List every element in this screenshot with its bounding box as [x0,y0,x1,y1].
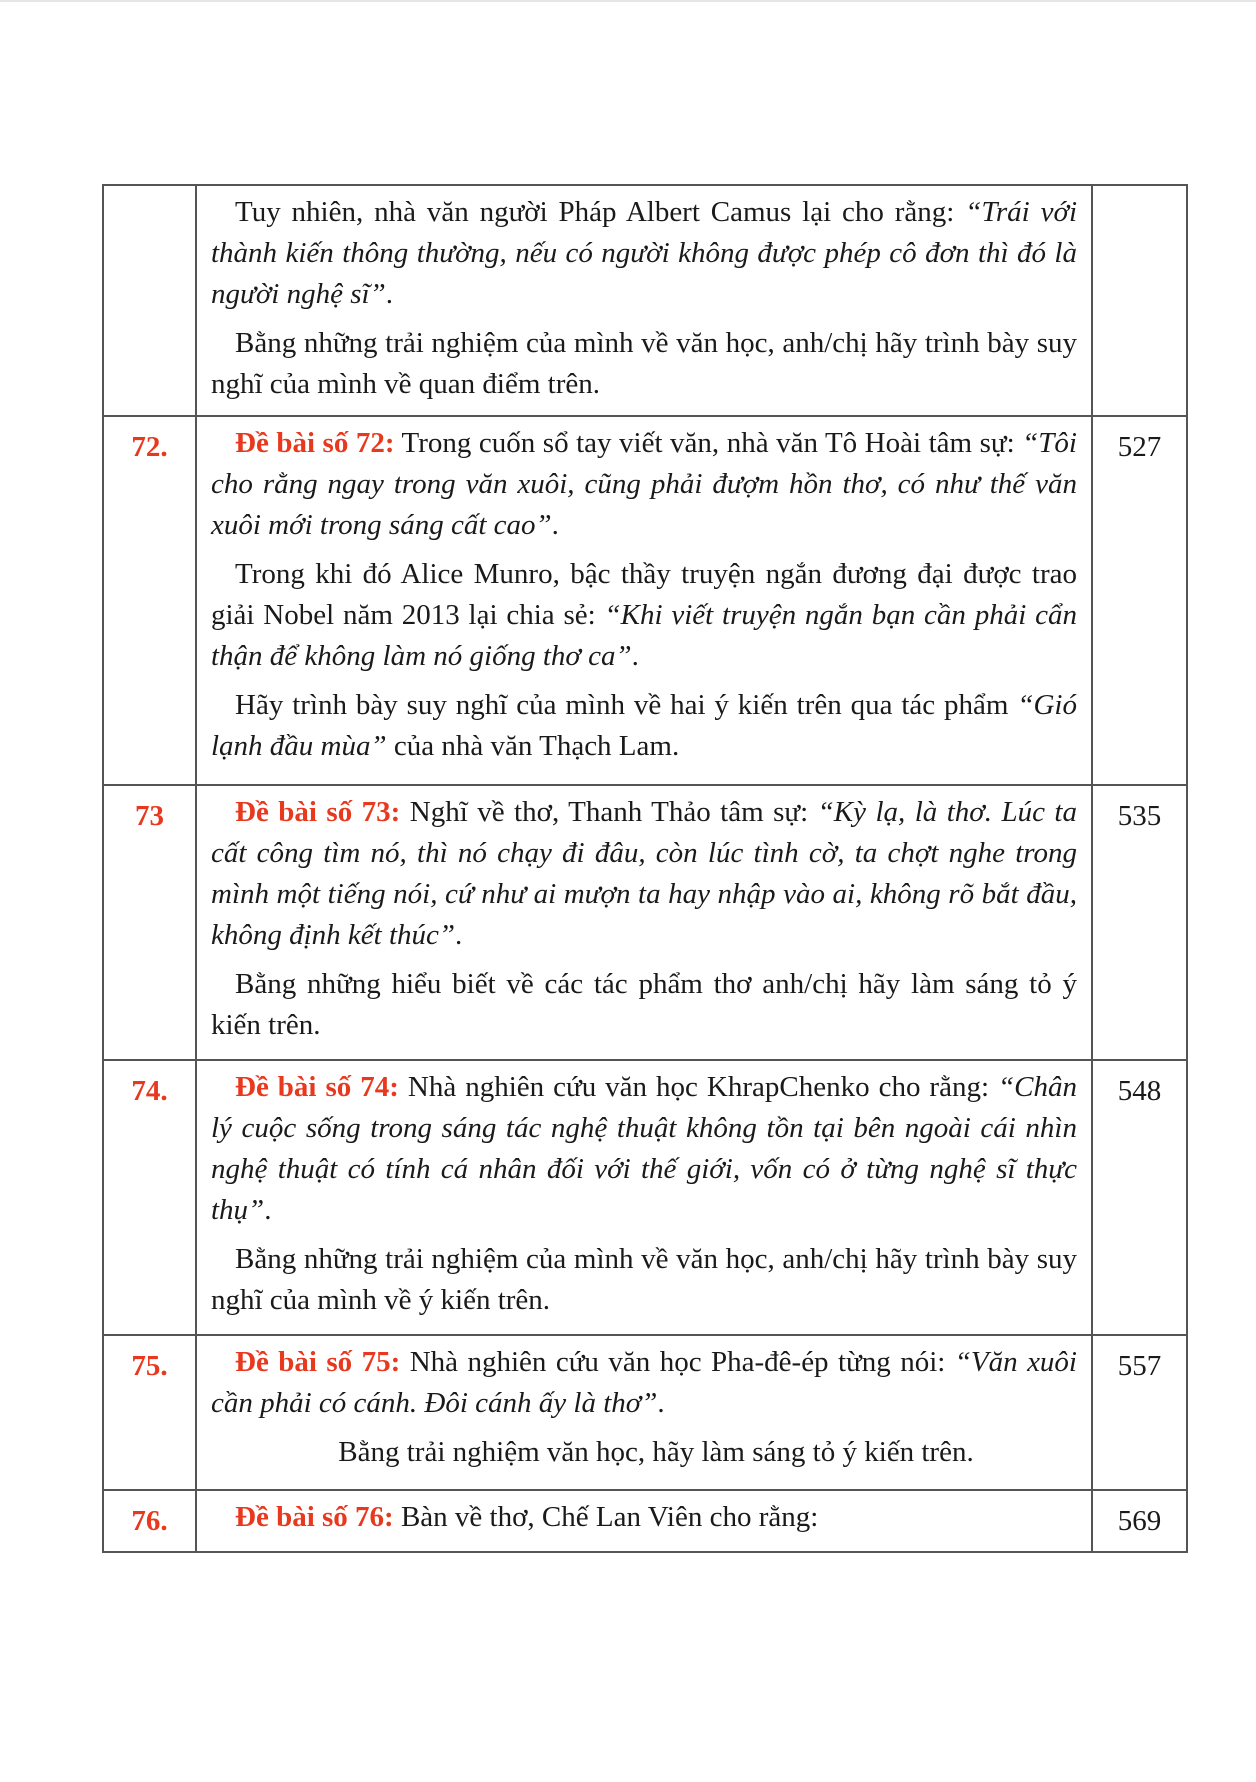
topic-label: Đề bài số 75: [235,1346,401,1378]
table-body [103,185,1187,1552]
topic-text: Bằng những trải nghiệm của mình về văn học, anh/chị hãy trình bày suy nghĩ của mình về quan điểm trên. [211,327,1077,400]
topic-text: Nhà nghiên cứu văn học KhrapChenko cho rằng: [398,1071,998,1103]
page-number: 557 [1092,1335,1187,1490]
topic-label: Đề bài số 74: [235,1071,399,1103]
topic-text: Bàn về thơ, Chế Lan Viên cho rằng: [393,1501,819,1533]
table-row [103,185,1187,416]
topic-paragraph [211,1239,1077,1321]
topic-paragraph [211,792,1077,956]
topic-text-end: . [264,1194,272,1226]
topic-text: Hãy trình bày suy nghĩ của mình về hai ý kiến trên qua tác phẩm [235,689,1018,721]
table-row [103,416,1187,785]
page-top-edge [0,0,1256,2]
topic-text: Tuy nhiên, nhà văn người Pháp Albert Camus lại cho rằng: [235,196,966,228]
topic-text: Nghĩ về thơ, Thanh Thảo tâm sự: [400,796,818,828]
topic-content [196,185,1092,416]
table-row [103,1490,1187,1552]
page-number: 569 [1092,1490,1187,1552]
topic-text: Trong cuốn sổ tay viết văn, nhà văn Tô Hoài tâm sự: [394,427,1023,459]
topic-number: 76. [103,1490,196,1552]
topic-quote: “Gió lạnh đầu mùa” [211,689,1077,762]
topic-paragraph [211,685,1077,767]
topic-number: 74. [103,1060,196,1335]
topic-quote: “Chân lý cuộc sống trong sáng tác nghệ thuật không tồn tại bên ngoài cái nhìn nghệ thuật có tính cá nhân đối với thế giới, vốn có ở từng nghệ sĩ thực thụ” [211,1071,1077,1226]
topic-text-end: . [631,640,639,672]
topic-content [196,1335,1092,1490]
topic-paragraph [211,1067,1077,1231]
page-number: 548 [1092,1060,1187,1335]
topic-number: 75. [103,1335,196,1490]
page-number: 527 [1092,416,1187,785]
topic-label: Đề bài số 73: [235,796,401,828]
topic-number [103,185,196,416]
topic-number: 72. [103,416,196,785]
topic-quote: “Trái với thành kiến thông thường, nếu có người không được phép cô đơn thì đó là người nghệ sĩ” [211,196,1078,310]
topic-paragraph [211,554,1077,677]
topic-quote: “Tôi cho rằng ngay trong văn xuôi, cũng phải đượm hồn thơ, có như thế văn xuôi mới trong sáng cất cao” [211,427,1077,541]
topic-number: 73 [103,785,196,1060]
topic-paragraph [211,1432,1077,1473]
page-number: 535 [1092,785,1187,1060]
topic-label: Đề bài số 72: [235,427,395,459]
table-row [103,1335,1187,1490]
topic-content [196,416,1092,785]
topic-quote: “Văn xuôi cần phải có cánh. Đôi cánh ấy là thơ” [211,1346,1077,1419]
topic-paragraph [211,323,1077,405]
topic-text-end: của nhà văn Thạch Lam. [386,730,680,762]
topic-index-table [102,184,1188,1553]
topic-paragraph [211,192,1077,315]
topic-paragraph [211,1497,1077,1538]
page-number [1092,185,1187,416]
topic-text: Bằng những hiểu biết về các tác phẩm thơ anh/chị hãy làm sáng tỏ ý kiến trên. [211,968,1077,1041]
topic-paragraph [211,423,1077,546]
topic-text: Trong khi đó Alice Munro, bậc thầy truyện ngắn đương đại được trao giải Nobel năm 2013 lại chia sẻ: [211,558,1077,631]
topic-text: Bằng trải nghiệm văn học, hãy làm sáng tỏ ý kiến trên. [338,1436,974,1468]
topic-quote: “Kỳ lạ, là thơ. Lúc ta cất công tìm nó, thì nó chạy đi đâu, còn lúc tình cờ, ta chợt nghe trong mình một tiếng nói, cứ như ai mượn ta hay nhập vào ai, không rõ bắt đầu, không định kết thúc” [211,796,1077,951]
topic-paragraph [211,1342,1077,1424]
table-row [103,1060,1187,1335]
topic-content [196,1490,1092,1552]
topic-text-end: . [657,1387,665,1419]
topic-content [196,1060,1092,1335]
topic-text-end: . [455,919,463,951]
topic-paragraph [211,964,1077,1046]
topic-label: Đề bài số 76: [235,1501,394,1533]
table-row [103,785,1187,1060]
topic-text: Bằng những trải nghiệm của mình về văn học, anh/chị hãy trình bày suy nghĩ của mình về ý kiến trên. [211,1243,1077,1316]
topic-text-end: . [551,509,559,541]
topic-quote: “Khi viết truyện ngắn bạn cần phải cẩn thận để không làm nó giống thơ ca” [211,599,1077,672]
topic-text-end: . [385,278,393,310]
topic-content [196,785,1092,1060]
topic-text: Nhà nghiên cứu văn học Pha-đê-ép từng nói: [400,1346,955,1378]
